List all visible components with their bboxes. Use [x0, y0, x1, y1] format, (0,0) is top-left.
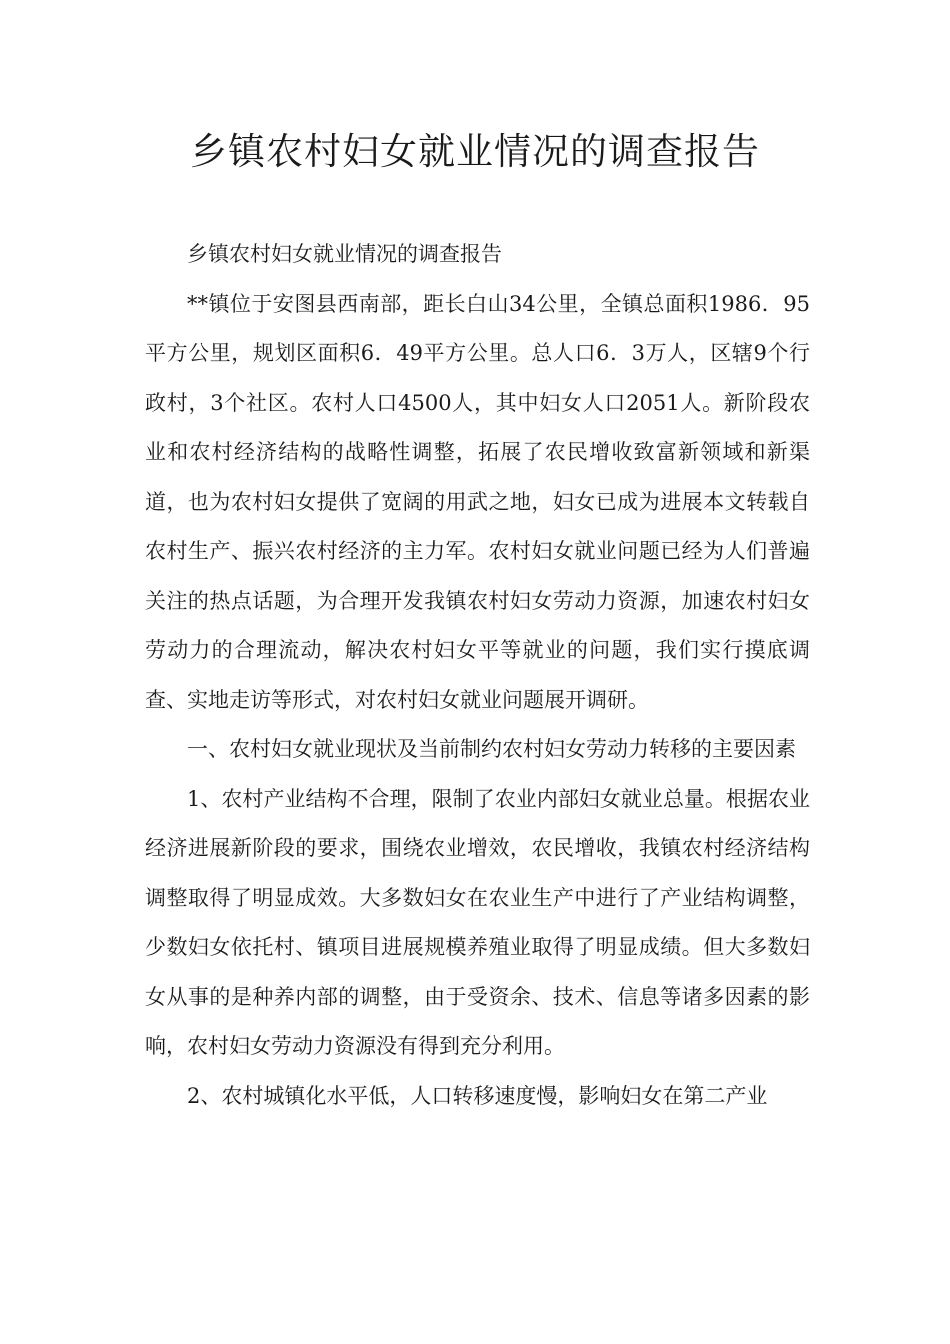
paragraph-point-1: 1、农村产业结构不合理，限制了农业内部妇女就业总量。根据农业经济进展新阶段的要求，围绕农业增效，农民增收，我镇农村经济结构调整取得了明显成效。大多数妇女在农业生产中进行了产业结构调整，少数妇女依托村、镇项目进展规模养殖业取得了明显成绩。但大多数妇女从事的是种养内部的调整，由于受资余、技术、信息等诸多因素的影响，农村妇女劳动力资源没有得到充分利用。 — [145, 786, 810, 1058]
paragraph-intro: **镇位于安图县西南部，距长白山34公里，全镇总面积1986．95平方公里，规划区面积6．49平方公里。总人口6．3万人，区辖9个行政村，3个社区。农村人口4500人，其中妇女人口2051人。新阶段农业和农村经济结构的战略性调整，拓展了农民增收致富新领域和新渠道，也为农村妇女提供了宽阔的用武之地，妇女已成为进展本文转载自农村生产、振兴农村经济的主力军。农村妇女就业问题已经为人们普遍关注的热点话题，为合理开发我镇农村妇女劳动力资源，加速农村妇女劳动力的合理流动，解决农村妇女平等就业的问题，我们实行摸底调查、实地走访等形式，对农村妇女就业问题展开调研。 — [145, 291, 810, 712]
paragraph-subtitle: 乡镇农村妇女就业情况的调查报告 — [187, 242, 502, 266]
document-body — [145, 230, 810, 1121]
section-heading-1: 一、农村妇女就业现状及当前制约农村妇女劳动力转移的主要因素 — [187, 737, 796, 761]
paragraph-point-2: 2、农村城镇化水平低，人口转移速度慢，影响妇女在第二产业 — [187, 1083, 768, 1108]
document-title: 乡镇农村妇女就业情况的调查报告 — [190, 130, 760, 173]
